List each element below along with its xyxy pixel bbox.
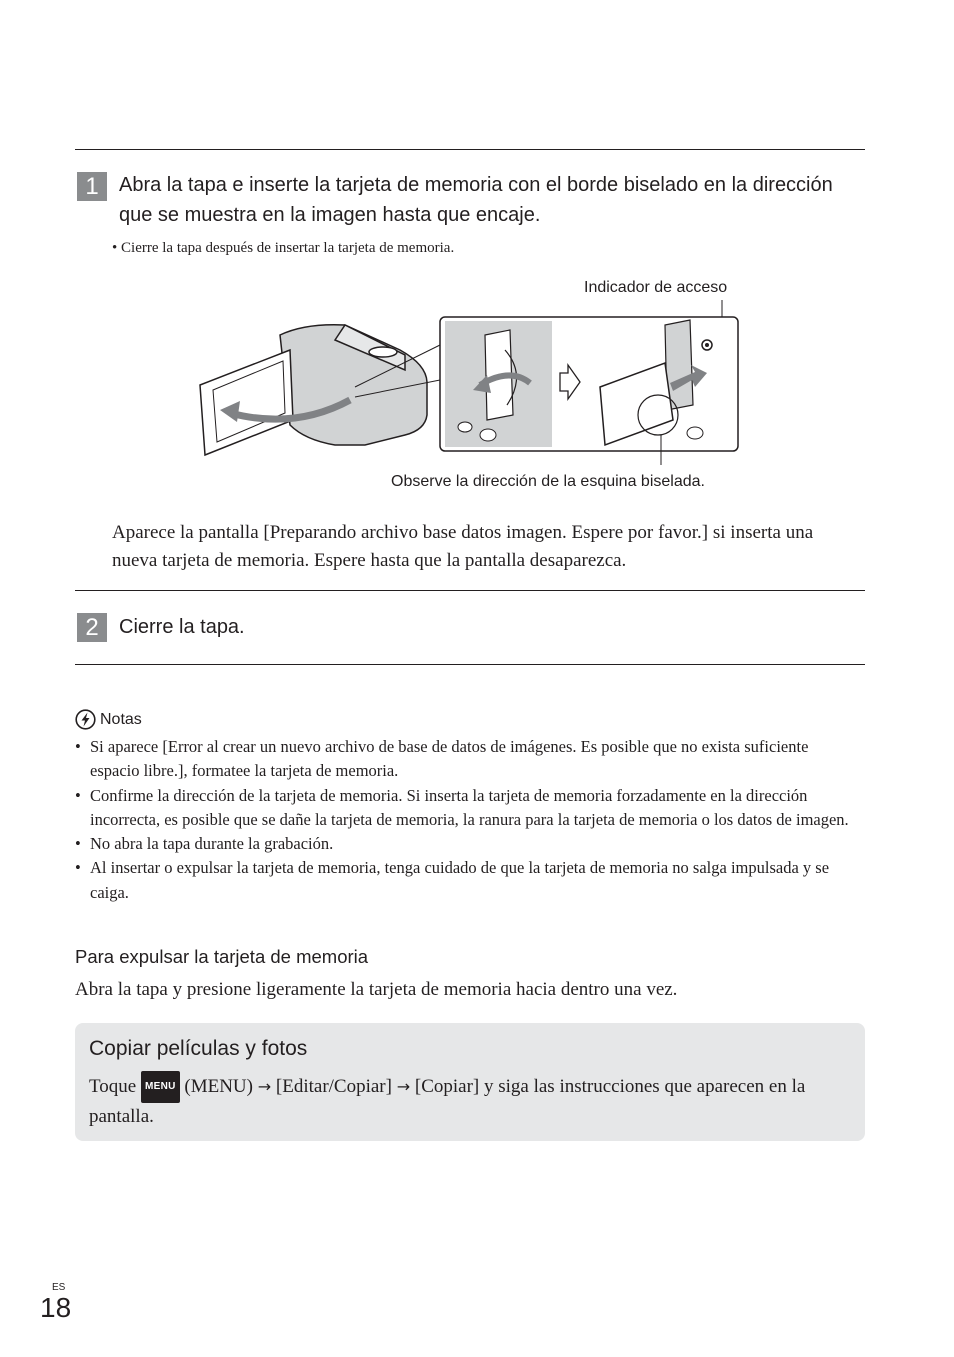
divider: [75, 590, 865, 591]
lcd-panel: [200, 350, 293, 455]
label-access-indicator: Indicador de acceso: [584, 279, 728, 296]
note-item: • Si aparece [Error al crear un nuevo archivo de base de datos de imágenes. Es posible que no exista suficiente espacio libre.], formatee la tarjeta de memoria.: [75, 735, 860, 784]
eject-text: Abra la tapa y presione ligeramente la tarjeta de memoria hacia dentro una vez.: [75, 979, 678, 1000]
divider: [75, 664, 865, 665]
slot-detail-left: [445, 321, 552, 447]
copy-text-2: (MENU): [184, 1076, 253, 1097]
notes-icon: [75, 709, 96, 730]
copy-text-4: [Copiar] y siga las instrucciones que aparecen en la pantalla.: [89, 1076, 806, 1127]
page-number: 18: [40, 1292, 72, 1323]
label-beveled-corner: Observe la dirección de la esquina biselada.: [391, 473, 705, 490]
camcorder-illustration: [195, 295, 755, 465]
notes-heading: [75, 709, 142, 730]
step-1-title: Abra la tapa e inserte la tarjeta de memoria con el borde biselado en la dirección que se muestra en la imagen hasta que encaje.: [119, 174, 833, 226]
note-item: • Confirme la dirección de la tarjeta de memoria. Si inserta la tarjeta de memoria forzadamente en la dirección incorrecta, es posible que se dañe la tarjeta de memoria, la ranura para la tarjeta de memoria o los datos de imagen.: [75, 784, 860, 833]
copy-text-3: [Editar/Copiar]: [275, 1076, 392, 1097]
step-2-title: Cierre la tapa.: [119, 616, 245, 638]
page-language: ES: [52, 1282, 66, 1293]
camcorder-body: [280, 325, 427, 445]
bullet-text: Cierre la tapa después de insertar la tarjeta de memoria.: [121, 240, 455, 256]
notes-list: [75, 735, 860, 905]
arrow-right-icon: →: [257, 1077, 272, 1096]
step-1-bullet: [112, 240, 454, 257]
arrow-right-icon: →: [396, 1077, 411, 1096]
notes-label: Notas: [100, 710, 142, 728]
step-2-number: 2: [77, 613, 107, 642]
copy-box: [75, 1023, 865, 1141]
eject-heading: Para expulsar la tarjeta de memoria: [75, 946, 369, 967]
bullet-icon: •: [112, 240, 122, 256]
menu-button-icon: MENU: [141, 1071, 180, 1103]
copy-box-title: Copiar películas y fotos: [89, 1037, 308, 1060]
note-item: • No abra la tapa durante la grabación.: [75, 832, 860, 856]
copy-box-text: [89, 1071, 854, 1131]
copy-text-1: Toque: [89, 1076, 137, 1097]
slot-detail-right: [590, 320, 734, 465]
step-1-text: Aparece la pantalla [Preparando archivo base datos imagen. Espere por favor.] si inserta una nueva tarjeta de memoria. Espere hasta que la pantalla desaparezca.: [112, 522, 814, 571]
note-item: • Al insertar o expulsar la tarjeta de memoria, tenga cuidado de que la tarjeta de memoria no salga impulsada y se caiga.: [75, 856, 860, 905]
divider: [75, 149, 865, 150]
step-1-number: 1: [77, 172, 107, 201]
